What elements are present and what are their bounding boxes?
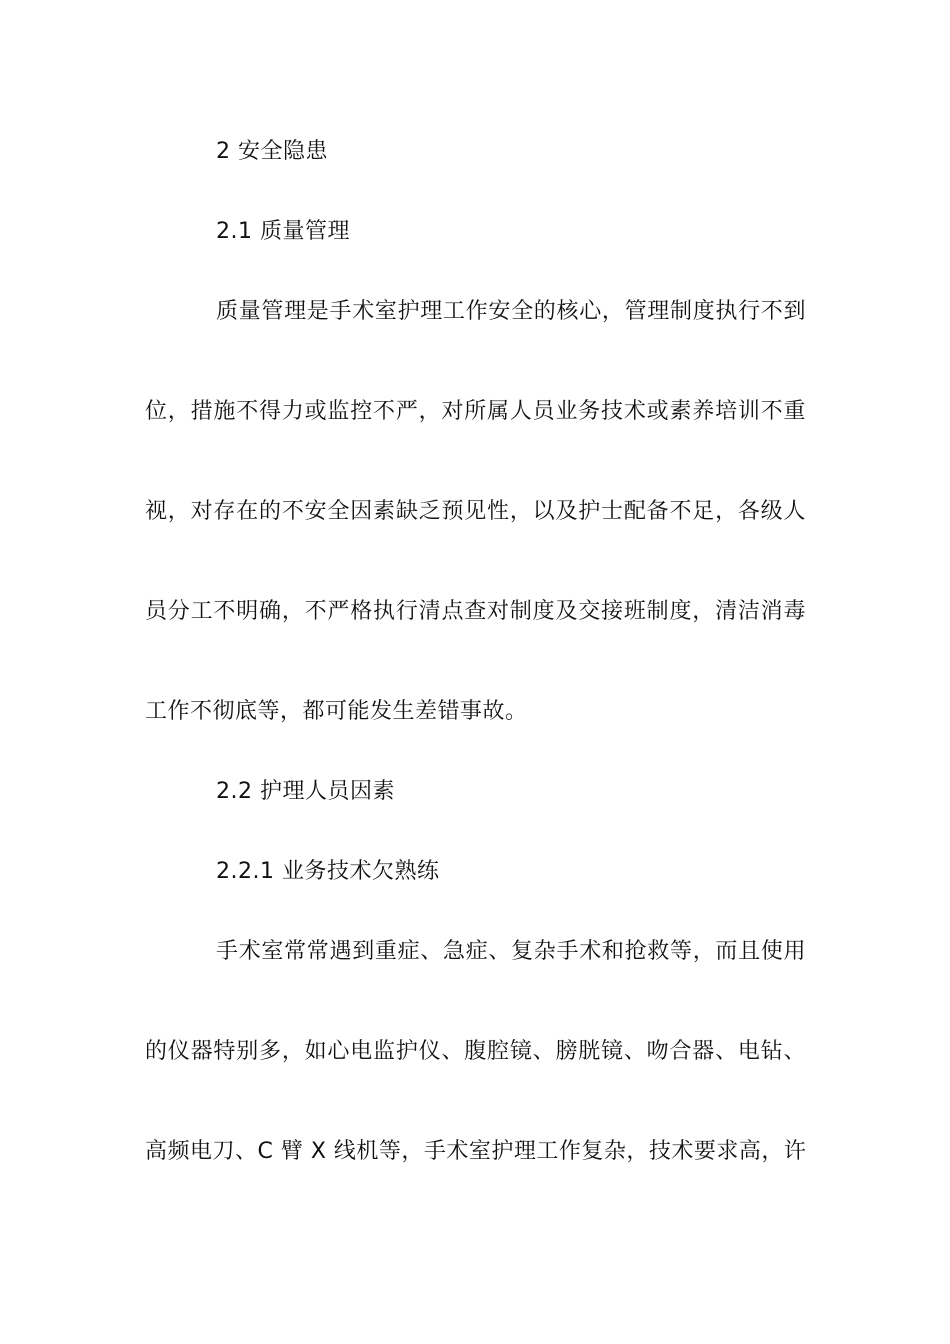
section-heading-2-2-1: 2.2.1 业务技术欠熟练 xyxy=(216,859,440,884)
paragraph-line: 的仪器特别多，如心电监护仪、腹腔镜、膀胱镜、吻合器、电钻、 xyxy=(145,1039,806,1064)
paragraph-line: 质量管理是手术室护理工作安全的核心，管理制度执行不到 xyxy=(216,299,806,324)
paragraph-line: 高频电刀、C 臂 X 线机等，手术室护理工作复杂，技术要求高，许 xyxy=(145,1139,807,1164)
paragraph-line: 手术室常常遇到重症、急症、复杂手术和抢救等，而且使用 xyxy=(216,939,806,964)
paragraph-line: 视，对存在的不安全因素缺乏预见性，以及护士配备不足，各级人 xyxy=(145,499,806,524)
section-heading-2-1: 2.1 质量管理 xyxy=(216,219,350,244)
paragraph-line: 位，措施不得力或监控不严，对所属人员业务技术或素养培训不重 xyxy=(145,399,806,424)
section-heading-2: 2 安全隐患 xyxy=(216,139,328,164)
paragraph-line: 工作不彻底等，都可能发生差错事故。 xyxy=(145,699,528,724)
section-heading-2-2: 2.2 护理人员因素 xyxy=(216,779,395,804)
paragraph-line: 员分工不明确，不严格执行清点查对制度及交接班制度，清洁消毒 xyxy=(145,599,806,624)
